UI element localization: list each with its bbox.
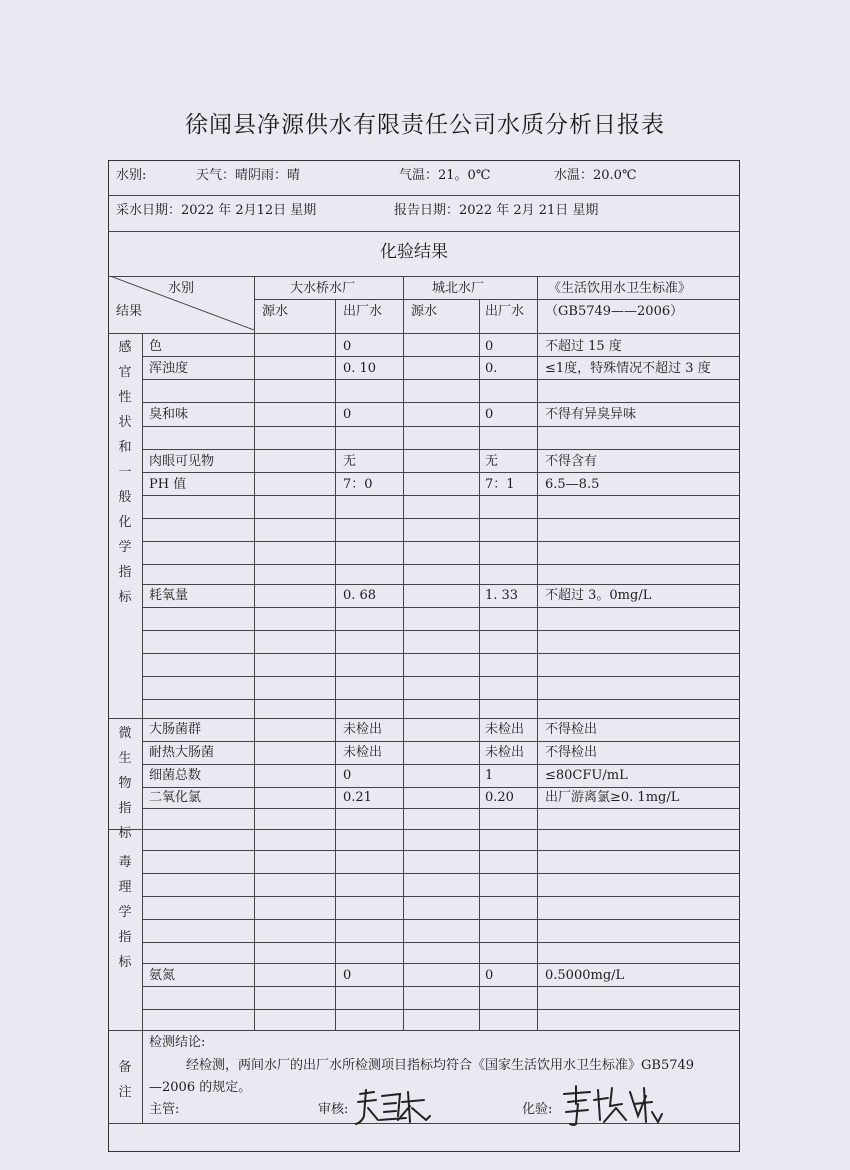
grid-line [254, 276, 255, 1030]
grid-line [142, 356, 739, 357]
report-date-field: 报告日期：2022 年 2月 21日 星期 [394, 203, 599, 218]
grid-line [537, 276, 538, 1030]
grid-line [142, 472, 739, 473]
grid-line [142, 919, 739, 920]
grid-line [142, 564, 739, 565]
row-plant2-out: 0 [485, 968, 494, 983]
grid-line [142, 808, 739, 809]
grid-line [108, 1030, 739, 1031]
standard-code-header: （GB5749——2006） [545, 304, 684, 319]
grid-line [142, 873, 739, 874]
category-sensory: 感官性状和一般化学指标 [118, 340, 132, 605]
supervisor-label: 主管: [149, 1102, 180, 1117]
grid-line [142, 379, 739, 380]
row-standard: 不得检出 [545, 722, 598, 737]
grid-line [108, 829, 739, 830]
row-standard: 不超过 3。0mg/L [545, 588, 652, 603]
water-temperature-field: 水温：20.0℃ [554, 168, 637, 183]
row-plant1-out: 0 [343, 339, 352, 354]
row-plant2-out: 0. [485, 361, 498, 376]
diag-header-top: 水别 [168, 281, 195, 296]
tester-label: 化验: [522, 1102, 553, 1117]
weather-field: 天气：晴阴雨：晴 [196, 168, 301, 183]
row-plant2-out: 7：1 [485, 477, 515, 492]
row-plant2-out: 1. 33 [485, 588, 519, 603]
row-plant1-out: 0. 10 [343, 361, 377, 376]
grid-line [142, 764, 739, 765]
row-item-name: 氨氮 [149, 968, 176, 983]
row-item-name: PH 值 [149, 477, 187, 492]
row-plant1-out: 7：0 [343, 477, 373, 492]
row-plant2-out: 无 [485, 454, 499, 469]
tester-signature [560, 1082, 664, 1128]
grid-line [142, 402, 739, 403]
water-type-label: 水别: [116, 168, 147, 183]
grid-line [254, 299, 739, 300]
row-plant1-out: 未检出 [343, 722, 383, 737]
row-plant1-out: 未检出 [343, 745, 383, 760]
row-item-name: 大肠菌群 [149, 722, 202, 737]
row-plant1-out: 0.21 [343, 790, 372, 805]
grid-line [142, 518, 739, 519]
category-micro: 微生物指标 [118, 726, 132, 841]
grid-line [108, 333, 739, 334]
row-plant1-out: 0 [343, 768, 352, 783]
row-item-name: 臭和味 [149, 407, 189, 422]
air-temperature-field: 气温：21。0℃ [399, 168, 491, 183]
row-item-name: 细菌总数 [149, 768, 202, 783]
row-plant1-out: 0 [343, 968, 352, 983]
row-item-name: 肉眼可见物 [149, 454, 215, 469]
plant1-header: 大水桥水厂 [290, 281, 356, 296]
row-plant2-out: 1 [485, 768, 494, 783]
grid-line [142, 850, 739, 851]
grid-line [142, 896, 739, 897]
category-tox: 毒理学指标 [118, 855, 132, 970]
row-item-name: 色 [149, 339, 163, 354]
sample-date-field: 采水日期：2022 年 2月12日 星期 [116, 203, 317, 218]
grid-line [142, 333, 143, 1123]
plant2-out-header: 出厂水 [485, 304, 525, 319]
grid-line [142, 495, 739, 496]
standard-header: 《生活饮用水卫生标准》 [548, 281, 692, 296]
row-item-name: 耗氧量 [149, 588, 189, 603]
row-plant1-out: 无 [343, 454, 357, 469]
conclusion-label: 检测结论: [149, 1035, 206, 1050]
grid-line [142, 449, 739, 450]
row-plant2-out: 0.20 [485, 790, 514, 805]
grid-line [142, 630, 739, 631]
grid-line [142, 787, 739, 788]
grid-line [142, 986, 739, 987]
row-plant1-out: 0 [343, 407, 352, 422]
grid-line [142, 963, 739, 964]
row-standard: ≤1度，特殊情况不超过 3 度 [545, 361, 711, 376]
row-standard: 不得含有 [545, 454, 598, 469]
row-plant2-out: 未检出 [485, 745, 525, 760]
grid-line [142, 426, 739, 427]
grid-line [142, 699, 739, 700]
category-remark: 备注 [118, 1060, 132, 1100]
row-item-name: 耐热大肠菌 [149, 745, 215, 760]
row-standard: 6.5—8.5 [545, 477, 600, 492]
row-plant2-out: 0 [485, 407, 494, 422]
reviewer-signature [354, 1086, 434, 1128]
row-standard: 0.5000mg/L [545, 968, 625, 983]
row-plant2-out: 0 [485, 339, 494, 354]
grid-line [108, 718, 739, 719]
plant2-header: 城北水厂 [432, 281, 485, 296]
grid-line [403, 276, 404, 1030]
grid-line [142, 584, 739, 585]
row-standard: 不超过 15 度 [545, 339, 622, 354]
grid-line [142, 1009, 739, 1010]
plant1-raw-header: 源水 [262, 304, 289, 319]
row-item-name: 二氧化氯 [149, 790, 202, 805]
conclusion-text-line1: 经检测，两间水厂的出厂水所检测项目指标均符合《国家生活饮用水卫生标准》GB5749 [186, 1058, 695, 1073]
diag-header-bottom: 结果 [116, 304, 143, 319]
row-standard: 出厂游离氯≥0. 1mg/L [545, 790, 680, 805]
row-standard: 不得有异臭异味 [545, 407, 637, 422]
grid-line [108, 195, 739, 196]
grid-line [142, 676, 739, 677]
grid-line [142, 541, 739, 542]
grid-line [142, 653, 739, 654]
row-plant1-out: 0. 68 [343, 588, 377, 603]
grid-line [108, 231, 739, 232]
section-title: 化验结果 [380, 242, 448, 262]
grid-line [142, 942, 739, 943]
row-standard: ≤80CFU/mL [545, 768, 628, 783]
row-item-name: 浑浊度 [149, 361, 189, 376]
grid-line [479, 299, 480, 1030]
reviewer-label: 审核: [318, 1102, 349, 1117]
row-plant2-out: 未检出 [485, 722, 525, 737]
row-standard: 不得检出 [545, 745, 598, 760]
plant2-raw-header: 源水 [411, 304, 438, 319]
grid-line [335, 299, 336, 1030]
plant1-out-header: 出厂水 [343, 304, 383, 319]
grid-line [142, 741, 739, 742]
conclusion-text-line2: —2006 的规定。 [149, 1080, 252, 1095]
grid-line [142, 607, 739, 608]
report-title: 徐闻县净源供水有限责任公司水质分析日报表 [185, 112, 665, 138]
